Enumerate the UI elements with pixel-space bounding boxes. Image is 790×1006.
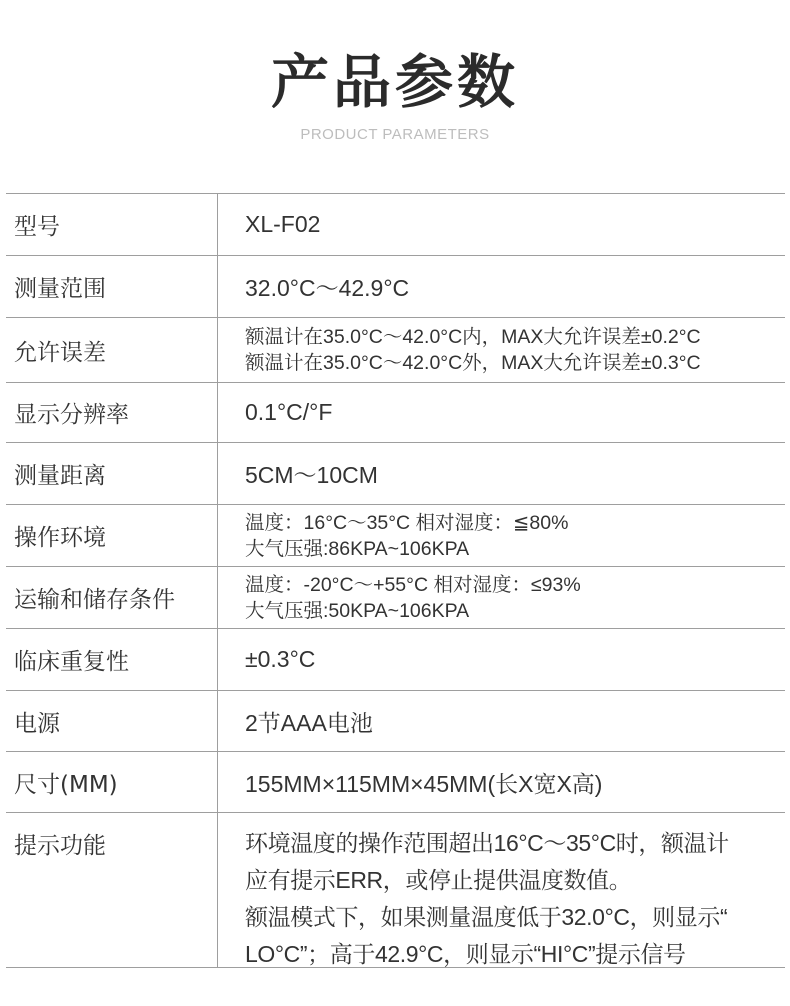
row-value	[218, 813, 785, 967]
table-row-prompt-function	[6, 813, 785, 968]
value-line: 额温模式下，如果测量温度低于32.0°C，则显示“	[245, 904, 728, 930]
value-line: 155MM×115MM×45MM(长X宽X高)	[245, 770, 603, 797]
value-line: 额温计在35.0°C～42.0°C内，MAX大允许误差±0.2°C	[245, 326, 701, 348]
value-line: LO°C”；高于42.9°C，则显示“HI°C”提示信号	[245, 941, 686, 967]
value-line: 32.0°C～42.9°C	[245, 275, 410, 301]
value-line: 应有提示ERR，或停止提供温度数值。	[245, 867, 632, 893]
row-label: 显示分辨率	[6, 383, 218, 442]
parameters-table	[6, 193, 785, 968]
value-line: 额温计在35.0°C～42.0°C外，MAX大允许误差±0.3°C	[245, 352, 701, 374]
row-value	[218, 567, 785, 628]
row-value	[218, 691, 785, 751]
table-row-tolerance	[6, 318, 785, 383]
table-row-operating-env	[6, 505, 785, 567]
row-label: 测量距离	[6, 443, 218, 504]
table-row-model	[6, 194, 785, 256]
table-row-distance	[6, 443, 785, 505]
value-line: 2节AAA电池	[245, 709, 373, 736]
value-line: 环境温度的操作范围超出16°C～35°C时，额温计	[245, 830, 729, 856]
table-row-power	[6, 691, 785, 752]
table-row-resolution	[6, 383, 785, 443]
row-value	[218, 318, 785, 382]
value-line: 5CM～10CM	[245, 462, 378, 488]
value-line: 温度：16°C～35°C 相对湿度：≦80%	[245, 511, 569, 534]
row-label: 运输和储存条件	[6, 567, 218, 628]
table-row-size	[6, 752, 785, 813]
page-subtitle: PRODUCT PARAMETERS	[300, 126, 490, 143]
row-value	[218, 629, 785, 690]
table-row-repeatability	[6, 629, 785, 691]
row-label: 允许误差	[6, 318, 218, 382]
row-label: 操作环境	[6, 505, 218, 566]
table-row-measure-range	[6, 256, 785, 318]
page-title: 产品参数	[270, 48, 519, 116]
value-line: 温度：-20°C～+55°C 相对湿度：≤93%	[245, 573, 581, 596]
row-label: 测量范围	[6, 256, 218, 317]
value-line: ±0.3°C	[245, 646, 316, 672]
row-label: 型号	[6, 194, 218, 255]
row-label: 电源	[6, 691, 218, 751]
row-label: 临床重复性	[6, 629, 218, 690]
table-row-storage	[6, 567, 785, 629]
row-value	[218, 194, 785, 255]
row-label: 提示功能	[6, 813, 218, 967]
row-value	[218, 505, 785, 566]
row-value	[218, 752, 785, 812]
row-label: 尺寸(MM)	[6, 752, 218, 812]
row-value	[218, 443, 785, 504]
value-line: XL-F02	[245, 211, 321, 237]
row-value	[218, 383, 785, 442]
row-value	[218, 256, 785, 317]
value-line: 0.1°C/°F	[245, 399, 333, 425]
value-line: 大气压强:50KPA~106KPA	[245, 599, 470, 622]
value-line: 大气压强:86KPA~106KPA	[245, 537, 470, 560]
